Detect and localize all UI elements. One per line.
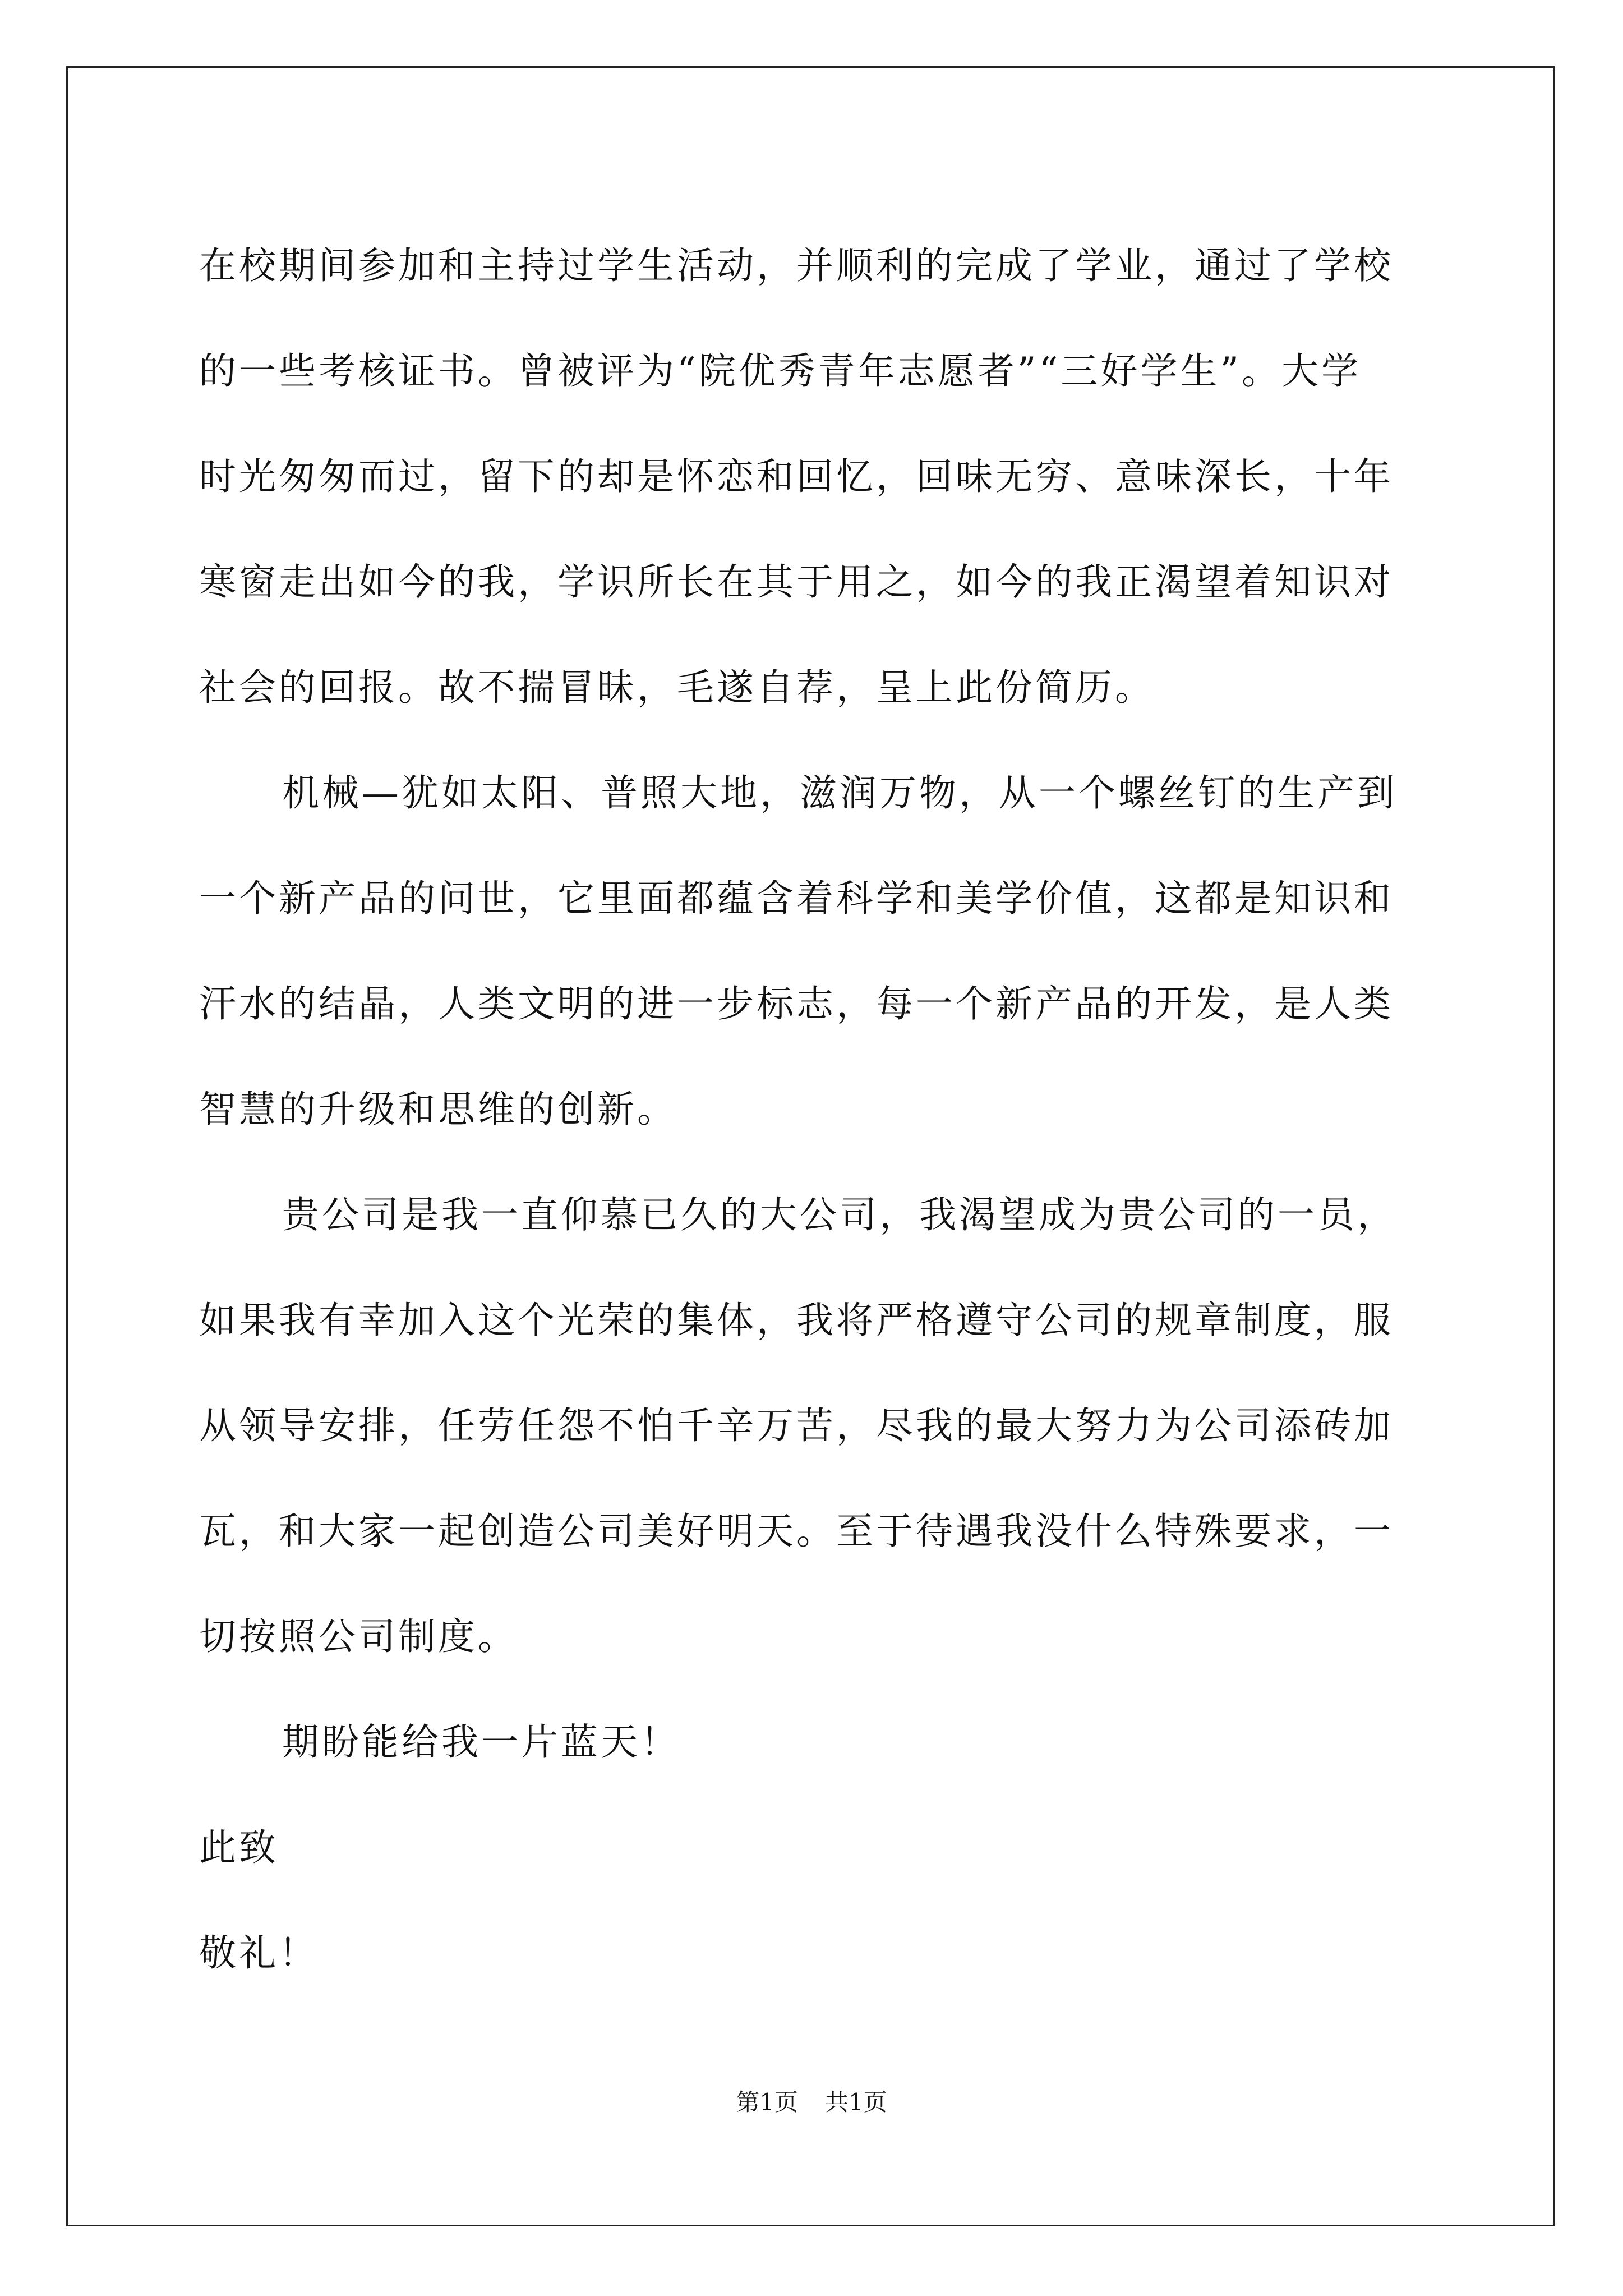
body-line: 寒窗走出如今的我，学识所长在其于用之，如今的我正渴望着知识对 [199, 560, 1394, 604]
body-line: 贵公司是我一直仰慕已久的大公司，我渴望成为贵公司的一员， [282, 1193, 1397, 1236]
body-line: 如果我有幸加入这个光荣的集体，我将严格遵守公司的规章制度，服 [199, 1299, 1394, 1342]
body-line: 汗水的结晶，人类文明的进一步标志，每一个新产品的开发，是人类 [199, 982, 1394, 1025]
page-total: 共1页 [825, 2088, 887, 2116]
body-line: 智慧的升级和思维的创新。 [199, 1088, 677, 1131]
body-line: 机械—犹如太阳、普照大地，滋润万物，从一个螺丝钉的生产到 [282, 771, 1397, 815]
closing-wish: 期盼能给我一片蓝天！ [282, 1720, 680, 1764]
body-line: 瓦，和大家一起创造公司美好明天。至于待遇我没什么特殊要求，一 [199, 1510, 1394, 1553]
salutation-cizhi: 此致 [199, 1826, 279, 1869]
body-line: 的一些考核证书。曾被评为“院优秀青年志愿者”“三好学生”。大学 [199, 349, 1361, 393]
salutation-jingli: 敬礼！ [199, 1931, 319, 1975]
body-line: 从领导安排，任劳任怨不怕千辛万苦，尽我的最大努力为公司添砖加 [199, 1404, 1394, 1447]
body-line: 在校期间参加和主持过学生活动，并顺利的完成了学业，通过了学校 [199, 244, 1394, 287]
page-number: 第1页 [736, 2088, 798, 2116]
body-line: 社会的回报。故不揣冒昧，毛遂自荐，呈上此份简历。 [199, 666, 1155, 709]
body-line: 切按照公司制度。 [199, 1615, 518, 1658]
letter-body [199, 213, 1427, 2006]
body-line: 一个新产品的问世，它里面都蕴含着科学和美学价值，这都是知识和 [199, 877, 1394, 920]
body-line: 时光匆匆而过，留下的却是怀恋和回忆，回味无穷、意味深长，十年 [199, 455, 1394, 498]
page-footer [0, 2086, 1623, 2119]
